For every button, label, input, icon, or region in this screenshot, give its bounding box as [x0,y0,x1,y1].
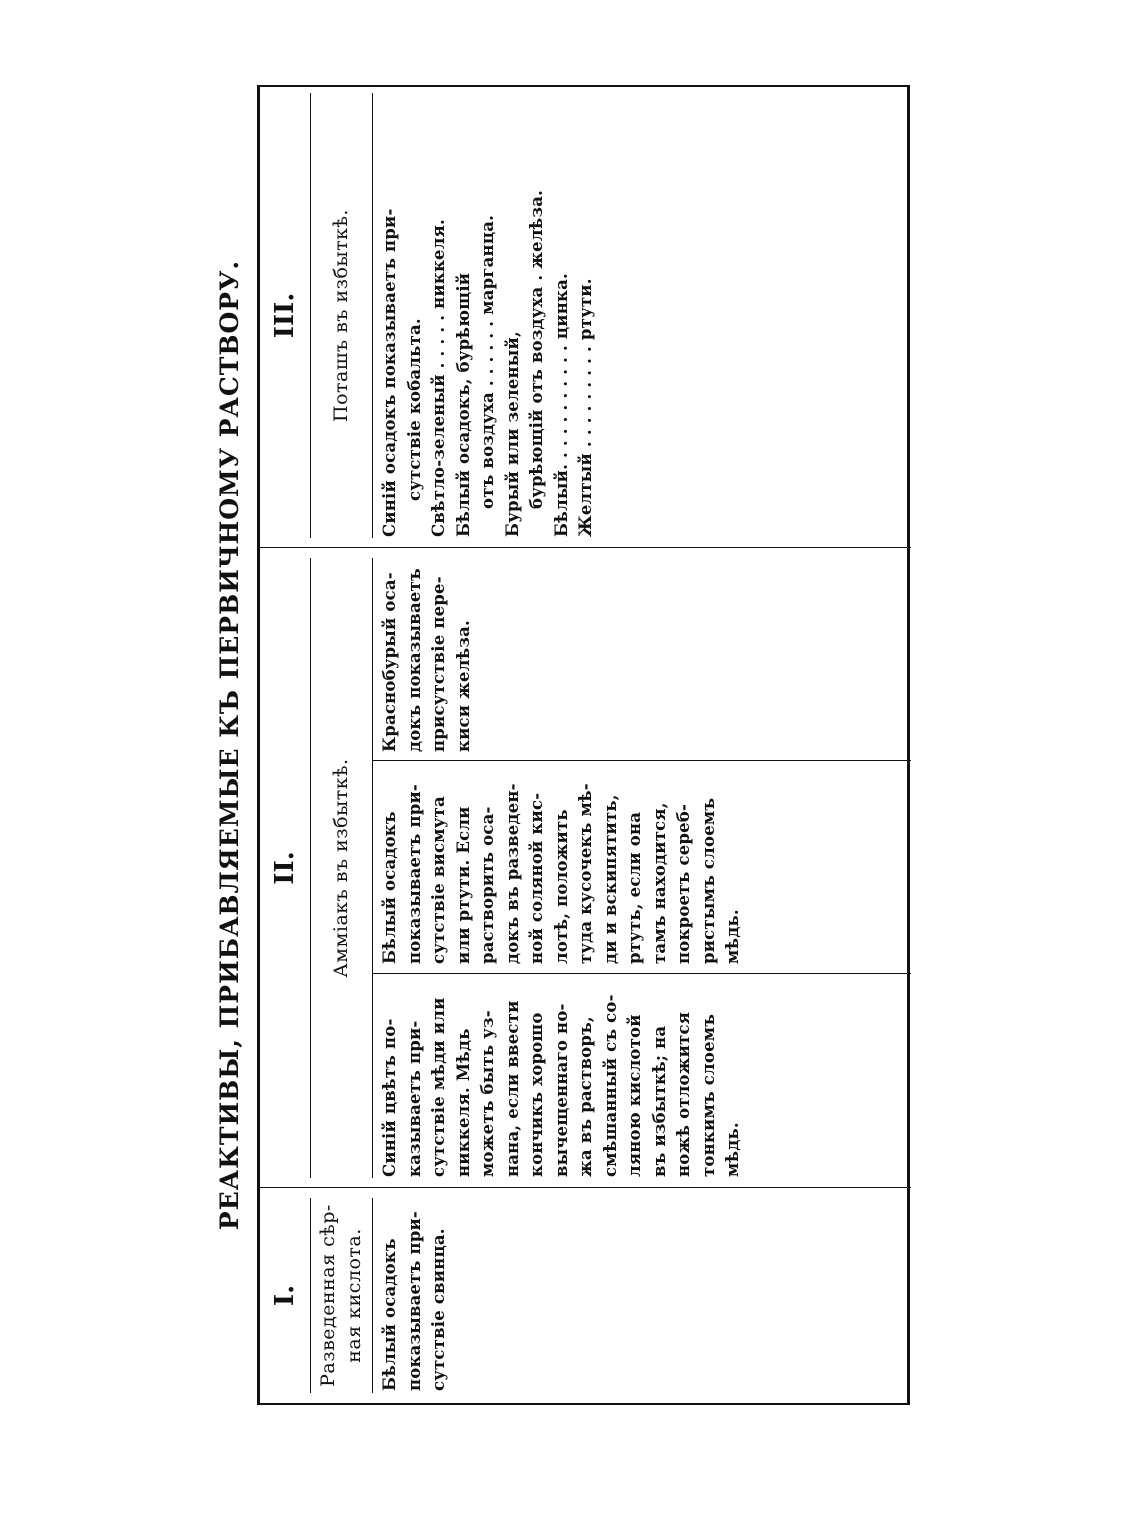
text-line: показываетъ при- [404,1211,424,1391]
text-line: ртуть, если она [625,811,644,964]
text-line: казываетъ при- [404,1020,424,1177]
subcol-divider-2a [372,973,911,974]
text-line: сутствіе мѣди или [429,997,448,1177]
text-line: Синій осадокъ показываетъ при- [380,208,399,537]
text-line: докъ въ разведен- [502,783,522,964]
page-title: РЕАКТИВЫ, ПРИБАВЛЯЕМЫЕ КЪ ПЕРВИЧНОМУ РАСТВОРУ. [215,259,244,1231]
header-rule-2 [310,558,311,1178]
result-bismuth-mercury [378,768,746,964]
column-number-2: II. [270,851,300,885]
text-line: туда кусочекъ мѣ- [576,783,595,964]
result-iron-oxide [378,556,476,752]
text-line: отъ воздуха . . . . . . марганца. [478,214,497,509]
text-line: Разведенная сѣр- [317,1204,339,1387]
text-line: тамъ находится, [649,802,669,964]
text-line: кончикъ хорошо [527,1012,546,1177]
text-line: въ избыткѣ; на [649,1025,669,1177]
text-line: покроетъ сереб- [674,803,693,964]
column-number-1: I. [270,1284,300,1307]
result-potash-list [378,97,599,537]
text-line: Бѣлый. . . . . . . . . . . цинка. [551,273,571,537]
text-line: Желтый . . . . . . . . . ртути. [576,278,595,537]
text-line: мѣдь. [723,1122,742,1177]
text-line: бурѣющій отъ воздуха . желѣза. [527,189,546,509]
text-line: Свѣтло-зеленый . . . . . никкеля. [429,219,448,537]
text-line: сутствіе висмута [429,796,448,964]
result-lead [378,1199,452,1391]
text-line: лотѣ, положить [551,809,571,964]
text-line: Синій цвѣтъ по- [380,1018,399,1177]
text-line: сутствіе кобальта. [404,318,424,501]
text-line: ристымъ слоемъ [698,797,718,964]
reagent-2: Амміакъ въ избыткѣ. [330,758,352,978]
text-line: Бѣлый осадокъ [380,811,399,964]
text-line: показываетъ при- [404,784,424,964]
reagent-1 [315,1188,367,1403]
text-line: Бѣлый осадокъ [380,1238,399,1391]
text-line: ной соляной кис- [527,792,546,964]
rotated-page [210,85,910,1405]
header-rule-1 [310,1198,311,1393]
text-line: сутствіе свинца. [429,1228,448,1391]
text-line: Бѣлый осадокъ, бурѣющій [453,272,473,537]
text-line: тонкимъ слоемъ [698,1013,718,1177]
result-copper-nickel [378,981,746,1177]
text-line: мѣдь. [723,909,742,964]
text-line: ная кислота. [343,1228,365,1363]
text-line: ди и вскипятить, [600,794,620,964]
header-rule-3 [310,93,311,538]
text-line: Краснобурый оса- [380,572,399,752]
text-line: Бурый или зеленый, [502,331,522,537]
text-line: докъ показываетъ [404,568,424,752]
text-line: нана, если ввести [502,1000,522,1177]
reagent-rule-2 [372,558,373,1178]
reagent-table [257,85,910,1405]
text-line: можетъ быть уз- [478,1010,497,1177]
text-line: присутствіе пере- [429,576,448,752]
reagent-3: Поташъ въ избыткѣ. [330,209,352,422]
subcol-divider-2b [372,760,911,761]
reagent-rule-1 [372,1198,373,1393]
col-divider-2 [260,547,911,548]
text-line: ляною кислотой [625,1014,644,1177]
text-line: жа въ растворъ, [576,1016,595,1177]
text-line: или ртути. Если [453,806,473,964]
reagent-rule-3 [372,93,373,538]
text-line: ножѣ отложится [674,1011,693,1177]
column-number-3: III. [270,292,300,339]
text-line: растворить оса- [478,806,497,964]
text-line: киси желѣза. [453,620,473,752]
text-line: никкеля. Мѣдь [453,1028,473,1177]
text-line: смѣшанный съ со- [600,994,620,1177]
text-line: вычещеннаго но- [551,1003,571,1177]
